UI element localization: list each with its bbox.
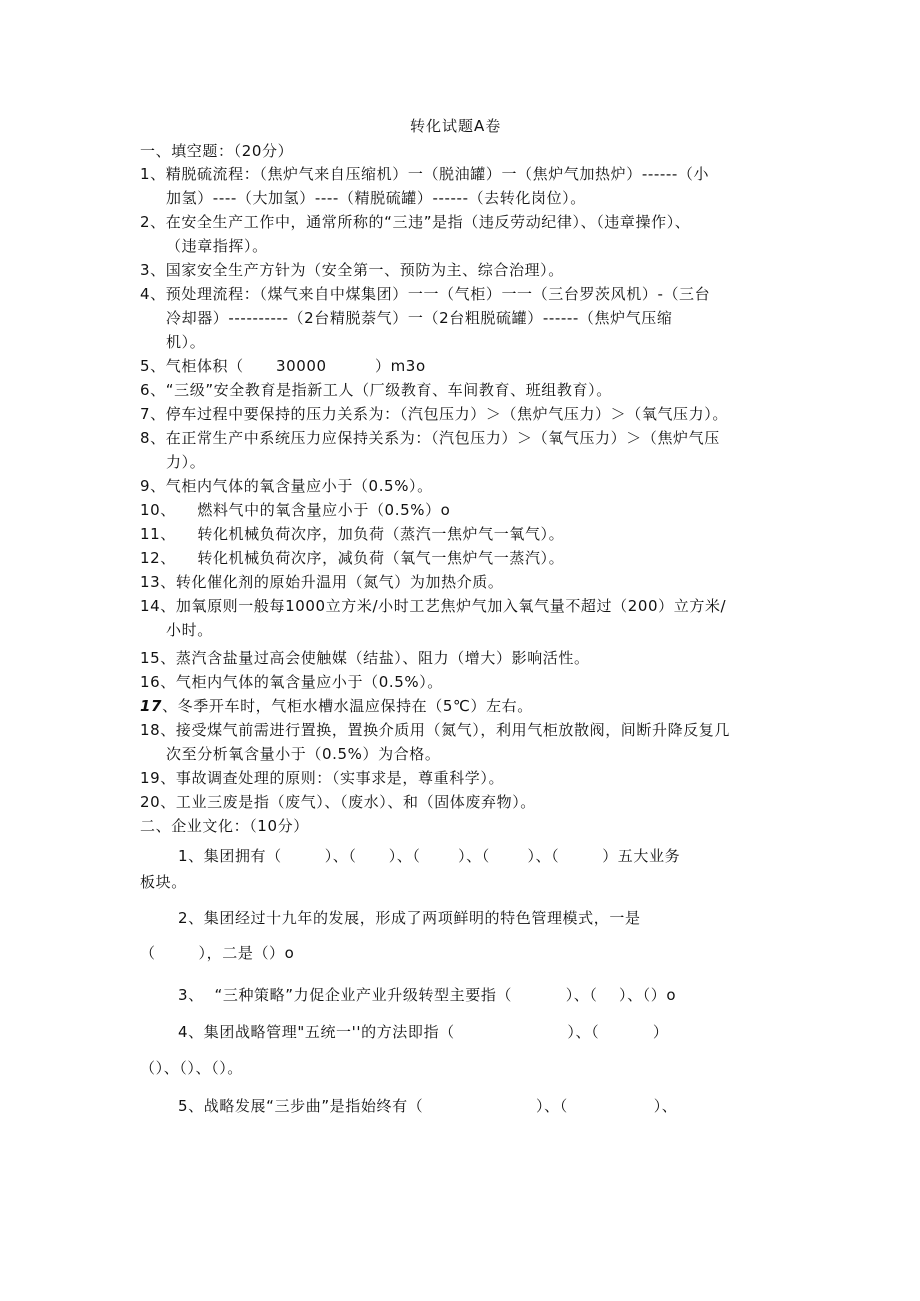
culture-question-3: 3、 “三种策略”力促企业产业升级转型主要指（ ）、（ ）、（）o <box>178 986 677 1004</box>
question-14-line-2: 小时。 <box>166 621 213 639</box>
question-9: 9、气柜内气体的氧含量应小于（0.5%）。 <box>140 477 433 495</box>
question-6: 6、“三级”安全教育是指新工人（厂级教育、车间教育、班组教育）。 <box>140 381 612 399</box>
question-10: 10、 燃料气中的氧含量应小于（0.5%）o <box>140 501 451 519</box>
question-3: 3、国家安全生产方针为（安全第一、预防为主、综合治理）。 <box>140 261 564 279</box>
question-2-line-1: 2、在安全生产工作中，通常所称的“三违”是指（违反劳动纪律）、（违章操作）、 <box>140 213 691 231</box>
section-1-heading: 一、填空题：（20分） <box>140 142 294 160</box>
culture-question-2-line-1: 2、集团经过十九年的发展，形成了两项鲜明的特色管理模式，一是 <box>178 909 641 927</box>
culture-question-4-line-2: （）、（）、（）。 <box>140 1059 243 1077</box>
question-2-line-2: （违章指挥）。 <box>166 237 268 255</box>
question-12: 12、 转化机械负荷次序，减负荷（氧气一焦炉气一蒸汽）。 <box>140 549 565 567</box>
culture-question-5: 5、战略发展“三步曲”是指始终有（ ）、（ ）、 <box>178 1097 678 1115</box>
question-11: 11、 转化机械负荷次序，加负荷（蒸汽一焦炉气一氧气）。 <box>140 525 565 543</box>
culture-question-1-line-1: 1、集团拥有（ ）、（ ）、（ ）、（ ）、（ ）五大业务 <box>178 847 681 865</box>
question-14-line-1: 14、加氧原则一般每1000立方米/小时工艺焦炉气加入氧气量不超过（200）立方米/ <box>140 597 727 615</box>
question-17-text: 、冬季开车时，气柜水槽水温应保持在（5℃）左右。 <box>162 697 533 715</box>
question-17-number: 17 <box>140 697 163 715</box>
question-8-line-2: 力）。 <box>166 453 206 471</box>
question-7: 7、停车过程中要保持的压力关系为：（汽包压力）＞（焦炉气压力）＞（氧气压力）。 <box>140 405 728 423</box>
culture-question-1-line-2: 板块。 <box>140 873 187 891</box>
question-13: 13、转化催化剂的原始升温用（氮气）为加热介质。 <box>140 573 504 591</box>
question-4-line-3: 机）。 <box>166 333 206 351</box>
question-18-line-2: 次至分析氧含量小于（0.5%）为合格。 <box>166 745 441 763</box>
page-title: 转化试题A卷 <box>410 117 502 135</box>
culture-question-4-line-1: 4、集团战略管理"五统一''的方法即指（ ）、（ ） <box>178 1023 669 1041</box>
question-15: 15、蒸汽含盐量过高会使触媒（结盐）、阻力（增大）影响活性。 <box>140 649 590 667</box>
question-8-line-1: 8、在正常生产中系统压力应保持关系为：（汽包压力）＞（氧气压力）＞（焦炉气压 <box>140 429 720 447</box>
question-19: 19、事故调查处理的原则：（实事求是，尊重科学）。 <box>140 769 505 787</box>
question-4-line-2: 冷却器）----------（2台精脱萘气）一（2台粗脱硫罐）------（焦炉气压缩 <box>166 309 673 327</box>
question-18-line-1: 18、接受煤气前需进行置换，置换介质用（氮气），利用气柜放散阀，间断升降反复几 <box>140 721 730 739</box>
question-4-line-1: 4、预处理流程：（煤气来自中煤集团）一一（气柜）一一（三台罗茨风机）-（三台 <box>140 285 711 303</box>
question-5: 5、气柜体积（ 30000 ）m3o <box>140 357 426 375</box>
question-16: 16、气柜内气体的氧含量应小于（0.5%）。 <box>140 673 443 691</box>
section-2-heading: 二、企业文化：（10分） <box>140 817 309 835</box>
question-20: 20、工业三废是指（废气）、（废水）、和（固体废弃物）。 <box>140 793 536 811</box>
question-17 <box>140 695 533 717</box>
culture-question-2-line-2: （ ），二是（）o <box>140 944 295 962</box>
question-1-line-1: 1、精脱硫流程：（焦炉气来自压缩机）一（脱油罐）一（焦炉气加热炉）------（小 <box>140 165 710 183</box>
question-1-line-2: 加氢）----（大加氢）----（精脱硫罐）------（去转化岗位）。 <box>166 189 586 207</box>
